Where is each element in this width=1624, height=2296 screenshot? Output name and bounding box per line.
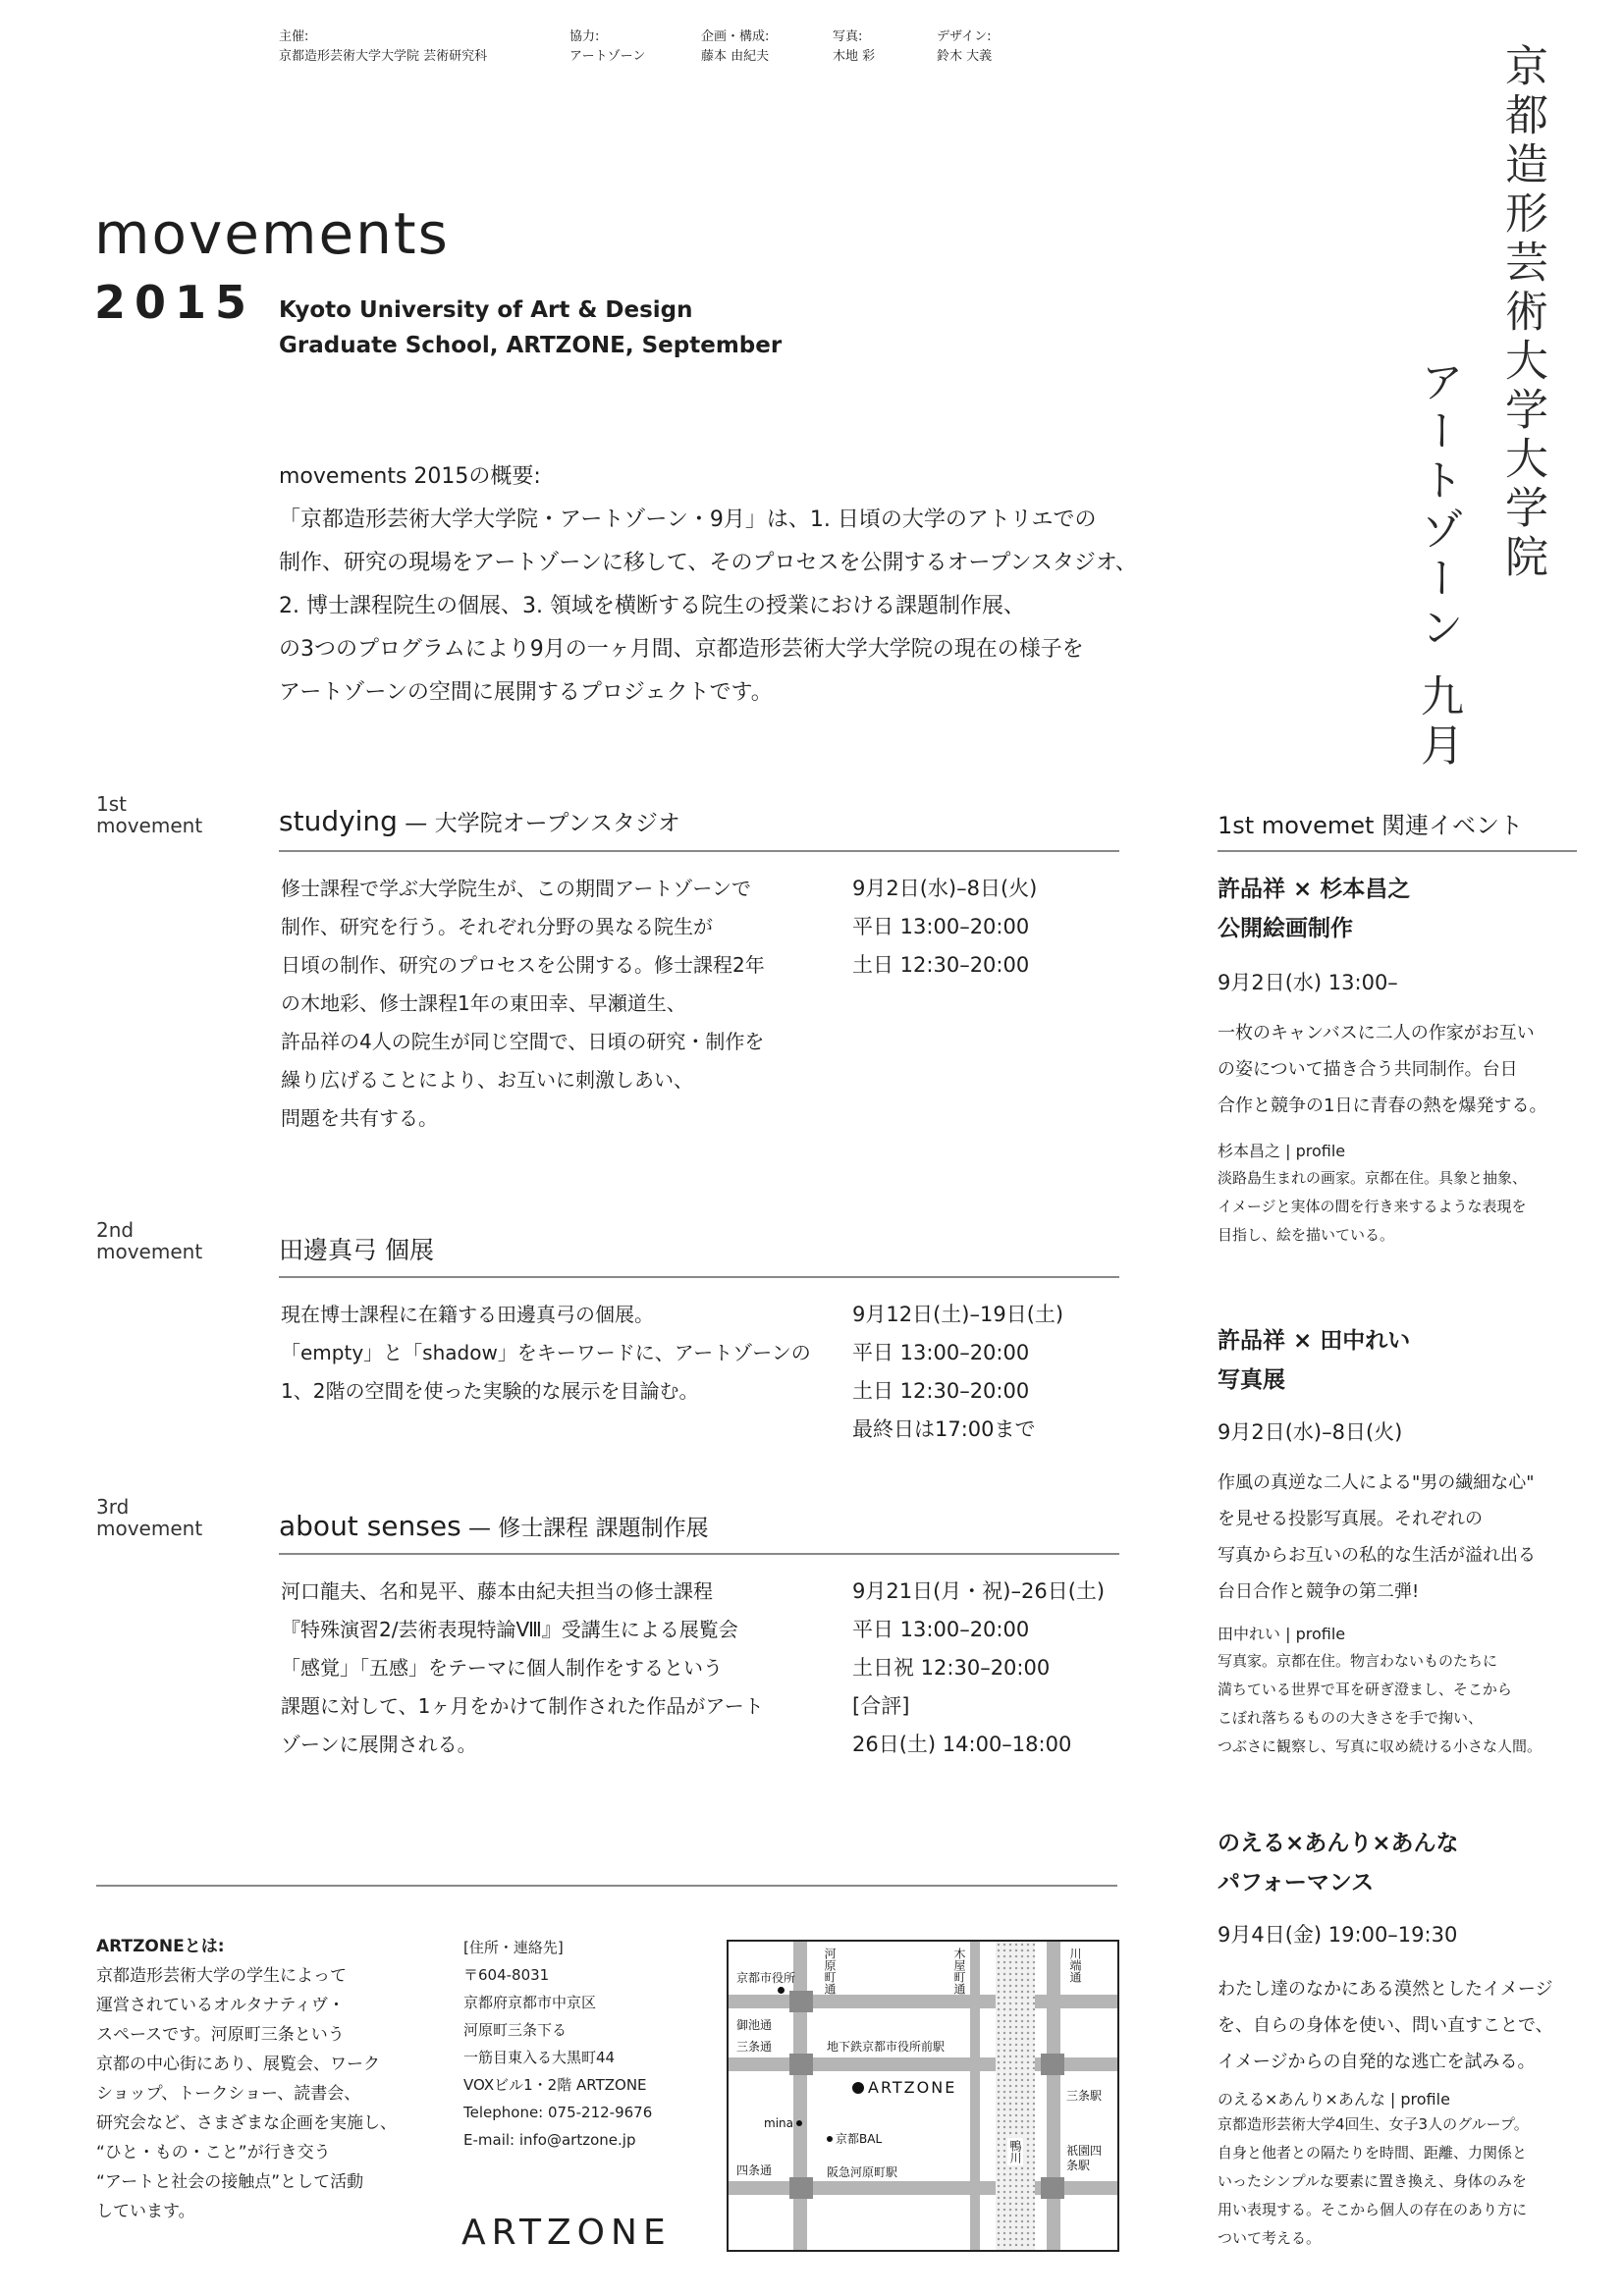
map-label-kawaramachi: 河原町通 (823, 1948, 837, 1995)
event-date: 9月2日(水)–8日(火) (1218, 1420, 1403, 1444)
map-label-kamogawa: 鴨川 (1008, 2140, 1022, 2163)
event-desc-line: を見せる投影写真展。それぞれの (1218, 1509, 1483, 1529)
movement-body-line: 修士課程で学ぶ大学院生が、この期間アートゾーンで (281, 877, 751, 900)
movement-body-line: 繰り広げることにより、お互いに刺激しあい、 (281, 1068, 693, 1092)
overview-line: アートゾーンの空間に展開するプロジェクトです。 (279, 680, 773, 705)
subtitle-line: Kyoto University of Art & Design (279, 297, 693, 323)
movement-body (281, 1296, 840, 1411)
road-kawabata (1047, 1942, 1060, 2250)
artzone-about (96, 1932, 430, 2226)
artzone-about-line: しています。 (96, 2202, 195, 2221)
page-subtitle (279, 293, 782, 363)
city-hall-dot (778, 1987, 785, 1994)
vertical-title-line2: アートゾーン 九月 (1413, 359, 1463, 772)
station-marker (789, 1991, 813, 2012)
event-title (1218, 1321, 1410, 1400)
movement-date-line: 最終日は17:00まで (852, 1417, 1036, 1441)
map-label-mina (764, 2116, 802, 2131)
event-description (1218, 1015, 1591, 1124)
map-label-city-hall: 京都市役所 (736, 1971, 796, 1985)
subtitle-line: Graduate School, ARTZONE, September (279, 333, 783, 358)
movement-divider (279, 1553, 1119, 1555)
page-year: 2015 (94, 276, 256, 329)
map-label-shijo: 四条通 (736, 2163, 773, 2177)
movement-ordinal: 1st (96, 792, 127, 816)
station-marker (789, 2177, 813, 2199)
overview-line: 「京都造形芸術大学大学院・アートゾーン・9月」は、1. 日頃の大学のアトリエでの (279, 507, 1097, 532)
address-line: 〒604-8031 (463, 1966, 550, 1984)
movement-dates (852, 1296, 1117, 1449)
movement-body (281, 870, 840, 1138)
event-date: 9月4日(金) 19:00–19:30 (1218, 1923, 1458, 1947)
map-label-kyoto-bal (827, 2132, 882, 2147)
event-profile-line: 写真家。京都在住。物言わないものたちに (1218, 1652, 1498, 1670)
movement-date-line: 土日 12:30–20:00 (852, 953, 1030, 977)
movement-dates (852, 870, 1117, 985)
credit-value: 鈴木 大義 (937, 49, 993, 64)
artzone-about-line: 運営されているオルタナティヴ・ (96, 1996, 345, 2015)
movement-date-line: 26日(土) 14:00–18:00 (852, 1733, 1072, 1756)
movement-title-en: studying (279, 805, 398, 837)
movement-heading (279, 805, 680, 840)
event-title-line: のえる×あんり×あんな (1218, 1831, 1459, 1856)
event-profile-name: 田中れい | profile (1218, 1625, 1346, 1643)
movement-body-line: 1、2階の空間を使った実験的な展示を目論む。 (281, 1379, 699, 1403)
movement-body-line: 河口龍夫、名和晃平、藤本由紀夫担当の修士課程 (281, 1579, 713, 1603)
event-profile (1218, 1647, 1591, 1761)
map-label-hankyu: 阪急河原町駅 (827, 2165, 898, 2179)
overview-line: の3つのプログラムにより9月の一ヶ月間、京都造形芸術大学大学院の現在の様子を (279, 637, 1084, 662)
access-map (727, 1940, 1119, 2252)
event-desc-line: わたし達のなかにある漠然としたイメージ (1218, 1979, 1553, 2000)
movement-body-line: 「empty」と「shadow」をキーワードに、アートゾーンの (281, 1341, 811, 1364)
artzone-logo: ARTZONE (461, 2213, 672, 2253)
event-desc-line: 合作と競争の1日に青春の熱を爆発する。 (1218, 1095, 1547, 1116)
station-marker (1041, 2054, 1064, 2075)
movement-body (281, 1573, 840, 1764)
event-profile-line: 淡路島生まれの画家。京都在住。具象と抽象、 (1218, 1169, 1528, 1187)
credit-label: 主催: (279, 29, 309, 44)
credit-value: 藤本 由紀夫 (701, 49, 770, 64)
artzone-about-line: “アートと社会の接触点”として活動 (96, 2172, 364, 2192)
movement-date-line: 平日 13:00–20:00 (852, 915, 1030, 938)
movement-body-line: 許品祥の4人の院生が同じ空間で、日頃の研究・制作を (281, 1030, 765, 1053)
movement-date-line: [合評] (852, 1694, 910, 1718)
movement-divider (279, 850, 1119, 852)
movement-word: movement (96, 1240, 203, 1263)
event-date: 9月2日(水) 13:00– (1218, 971, 1398, 994)
movement-date-line: 9月12日(土)–19日(土) (852, 1303, 1064, 1326)
bal-text: 京都BAL (836, 2132, 883, 2146)
address-line: [住所・連絡先] (463, 1939, 564, 1956)
credit-design (937, 27, 992, 67)
credit-photo (833, 27, 875, 67)
event-title-line: 許品祥 × 田中れい (1218, 1328, 1411, 1354)
movement-word: movement (96, 1517, 203, 1540)
event-profile-line: イメージと実体の間を行き来するような表現を (1218, 1198, 1527, 1215)
movement-word: movement (96, 814, 203, 837)
movement-body-line: ゾーンに展開される。 (281, 1733, 477, 1756)
movement-number (96, 793, 202, 836)
event-description (1218, 1465, 1591, 1610)
address-line: 京都府京都市中京区 (463, 1994, 597, 2011)
event-profile-line: 京都造形芸術大学4回生、女子3人のグループ。 (1218, 2115, 1529, 2133)
credit-label: 写真: (833, 29, 863, 44)
artzone-about-heading: ARTZONEとは: (96, 1937, 225, 1956)
address-line: VOXビル1・2階 ARTZONE (463, 2076, 647, 2094)
movement-body-line: の木地彩、修士課程1年の東田幸、早瀬道生、 (281, 991, 686, 1015)
movement-divider (279, 1276, 1119, 1278)
movement-ordinal: 2nd (96, 1218, 135, 1242)
road-kawaramachi (793, 1942, 807, 2250)
event-description (1218, 1971, 1591, 2080)
event-profile-line: 自身と他者との隔たりを時間、距離、力関係と (1218, 2144, 1528, 2162)
event-desc-line: 台日合作と競争の第二弾! (1218, 1581, 1420, 1602)
artzone-dot (852, 2082, 864, 2094)
movement-body-line: 問題を共有する。 (281, 1106, 438, 1130)
event-profile-line: 用い表現する。そこから個人の存在のあり方に (1218, 2201, 1528, 2218)
page-title: movements (94, 200, 450, 267)
station-marker (789, 2054, 813, 2075)
artzone-about-line: スペースです。河原町三条という (96, 2025, 345, 2045)
artzone-about-line: 研究会など、さまざまな企画を実施し、 (96, 2113, 397, 2133)
event-profile-line: 満ちている世界で耳を研ぎ澄まし、そこから (1218, 1681, 1512, 1698)
event-profile-name: のえる×あんり×あんな | profile (1218, 2090, 1450, 2109)
movement-title-en: about senses (279, 1510, 461, 1542)
event-desc-line: 一枚のキャンバスに二人の作家がお互い (1218, 1023, 1535, 1043)
artzone-address (463, 1934, 699, 2154)
event-profile-line: ついて考える。 (1218, 2229, 1322, 2247)
credit-value: アートゾーン (569, 49, 646, 64)
overview-heading: movements 2015の概要: (279, 464, 541, 489)
movement-number (96, 1496, 202, 1539)
map-label-sanjo: 三条通 (736, 2040, 773, 2054)
event-desc-line: 作風の真逆な二人による"男の繊細な心" (1218, 1472, 1535, 1493)
movement-heading (279, 1510, 709, 1545)
address-line: E-mail: info@artzone.jp (463, 2131, 636, 2149)
movement-date-line: 9月21日(月・祝)–26日(土) (852, 1579, 1106, 1603)
map-label-sanjo-station: 三条駅 (1066, 2089, 1103, 2103)
map-label-gion-station (1066, 2144, 1106, 2173)
event-title (1218, 1824, 1459, 1902)
footer-divider (96, 1885, 1117, 1887)
movement-dash: — (397, 811, 435, 836)
movement-body-line: 日頃の制作、研究のプロセスを公開する。修士課程2年 (281, 953, 765, 977)
credit-label: デザイン: (937, 29, 992, 44)
event-profile-name: 杉本昌之 | profile (1218, 1142, 1346, 1160)
movement-title-jp: 修士課程 課題制作展 (498, 1516, 709, 1541)
mina-dot (796, 2120, 802, 2126)
artzone-about-line: 京都の中心街にあり、展覧会、ワーク (96, 2055, 380, 2074)
credit-label: 企画・構成: (701, 29, 770, 44)
overview (279, 455, 1241, 715)
gion-text: 祇園四条駅 (1066, 2144, 1103, 2172)
sidebar-divider (1218, 850, 1577, 852)
movement-body-line: 現在博士課程に在籍する田邊真弓の個展。 (281, 1303, 654, 1326)
map-label-subway: 地下鉄京都市役所前駅 (827, 2040, 946, 2054)
address-line: 一筋目東入る大黒町44 (463, 2049, 616, 2066)
event-title-line: 公開絵画制作 (1218, 916, 1353, 941)
credit-value: 木地 彩 (833, 49, 876, 64)
road-kiyamachi (970, 1942, 980, 2250)
map-label-artzone (852, 2079, 956, 2097)
credit-label: 協力: (569, 29, 600, 44)
event-desc-line: を、自らの身体を使い、問い直すことで、 (1218, 2015, 1553, 2036)
artzone-about-line: ショップ、トークショー、読書会、 (96, 2084, 361, 2104)
event-desc-line: 写真からお互いの私的な生活が溢れ出る (1218, 1545, 1536, 1566)
station-marker (1041, 2177, 1064, 2199)
movement-dash: — (460, 1516, 499, 1541)
movement-date-line: 9月2日(水)–8日(火) (852, 877, 1038, 900)
event-title-line: パフォーマンス (1218, 1870, 1375, 1896)
overview-line: 制作、研究の現場をアートゾーンに移して、そのプロセスを公開するオープンスタジオ、 (279, 551, 1137, 575)
movement-body-line: 「感覚」「五感」をテーマに個人制作をするという (281, 1656, 723, 1680)
movement-date-line: 土日 12:30–20:00 (852, 1379, 1030, 1403)
event-profile-line: つぶさに観察し、写真に収め続ける小さな人間。 (1218, 1737, 1543, 1755)
artzone-about-line: “ひと・もの・こと”が行き交う (96, 2143, 331, 2163)
map-artzone-text: ARTZONE (868, 2078, 957, 2097)
movement-date-line: 平日 13:00–20:00 (852, 1618, 1030, 1641)
event-title-line: 写真展 (1218, 1367, 1285, 1393)
kamogawa-river (996, 1942, 1035, 2250)
mina-text: mina (764, 2116, 793, 2130)
event-desc-line: イメージからの自発的な逃亡を試みる。 (1218, 2052, 1536, 2072)
vertical-title-line1: 京都造形芸術大学大学院 (1497, 43, 1547, 583)
movement-body-line: 『特殊演習2/芸術表現特論Ⅷ』受講生による展覧会 (281, 1618, 738, 1641)
address-line: Telephone: 075-212-9676 (463, 2104, 653, 2121)
artzone-about-line: 京都造形芸術大学の学生によって (96, 1966, 347, 1986)
movement-title-jp: 田邊真弓 個展 (279, 1236, 434, 1264)
movement-ordinal: 3rd (96, 1495, 130, 1519)
movement-number (96, 1219, 202, 1262)
map-label-oike: 御池通 (736, 2018, 773, 2032)
event-profile-line: 目指し、絵を描いている。 (1218, 1226, 1395, 1244)
map-label-kawabata: 川端通 (1068, 1948, 1082, 1983)
overview-line: 2. 博士課程院生の個展、3. 領域を横断する院生の授業における課題制作展、 (279, 594, 1025, 618)
event-desc-line: の姿について描き合う共同制作。台日 (1218, 1059, 1518, 1080)
event-title (1218, 870, 1410, 948)
credit-organizer (279, 27, 487, 67)
event-profile-line: こぼれ落ちるものの大きさを手で掬い、 (1218, 1709, 1484, 1727)
movement-date-line: 平日 13:00–20:00 (852, 1341, 1030, 1364)
movement-body-line: 制作、研究を行う。それぞれ分野の異なる院生が (281, 915, 713, 938)
event-profile (1218, 1164, 1591, 1250)
movement-heading (279, 1233, 434, 1267)
event-profile (1218, 2110, 1610, 2253)
movement-dates (852, 1573, 1117, 1764)
credit-cooperation (569, 27, 645, 67)
credit-value: 京都造形芸術大学大学院 芸術研究科 (279, 49, 488, 64)
sidebar-title: 1st movemet 関連イベント (1218, 812, 1524, 839)
credit-planning (701, 27, 769, 67)
address-line: 河原町三条下る (463, 2021, 568, 2039)
event-title-line: 許品祥 × 杉本昌之 (1218, 877, 1411, 902)
movement-title-jp: 大学院オープンスタジオ (434, 811, 680, 836)
map-label-kiyamachi: 木屋町通 (952, 1948, 966, 1995)
movement-date-line: 土日祝 12:30–20:00 (852, 1656, 1051, 1680)
bal-dot (827, 2136, 833, 2142)
movement-body-line: 課題に対して、1ヶ月をかけて制作された作品がアート (281, 1694, 764, 1718)
event-profile-line: いったシンプルな要素に置き換え、身体のみを (1218, 2172, 1527, 2190)
